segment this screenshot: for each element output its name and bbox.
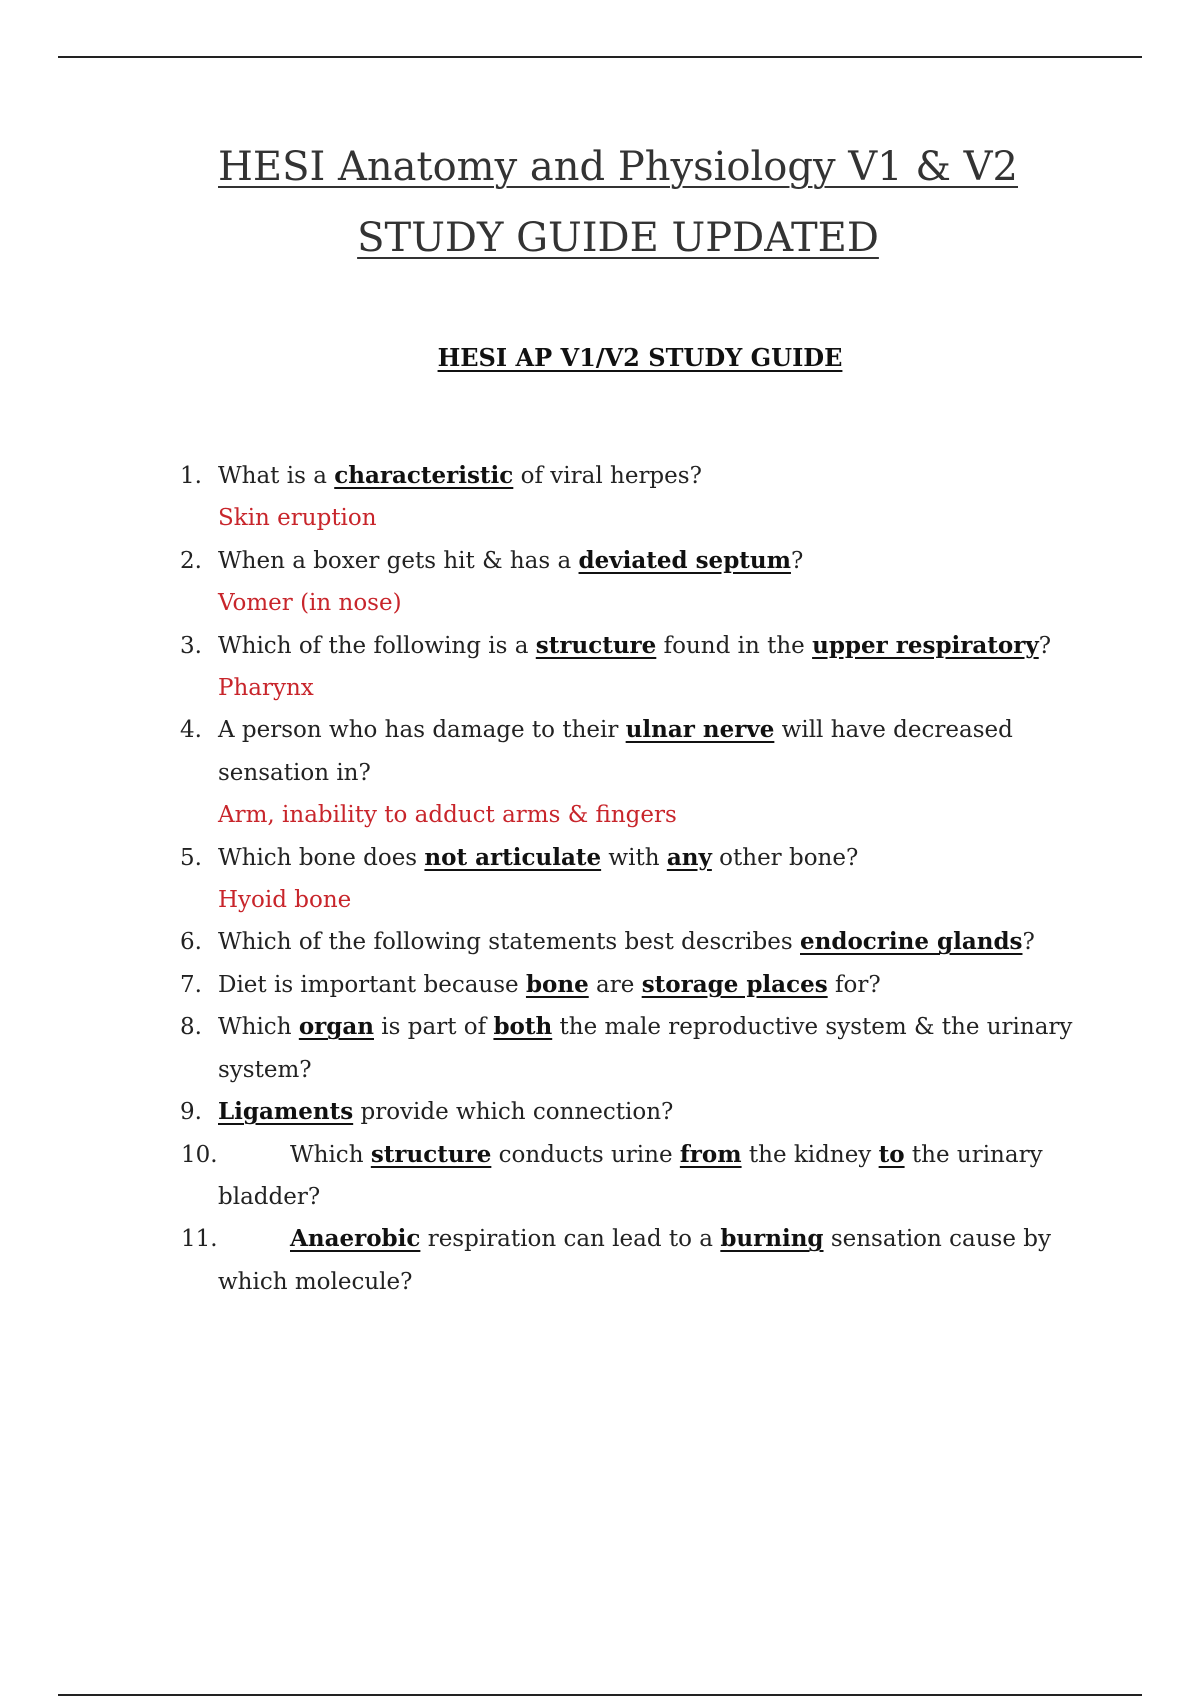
question-text: Which of the following is a	[218, 632, 536, 659]
keyword: deviated septum	[578, 546, 791, 574]
question-item	[0, 540, 1098, 582]
question-text: for?	[827, 971, 881, 998]
keyword: storage places	[641, 970, 828, 998]
keyword: endocrine glands	[800, 928, 1023, 956]
answer-text: Arm, inability to adduct arms & fingers	[218, 802, 677, 829]
keyword: to	[878, 1140, 905, 1168]
question-number: 3.	[180, 632, 202, 659]
question-text: sensation cause by which molecule?	[218, 1226, 1051, 1295]
question-number: 11.	[181, 1226, 218, 1253]
keyword: organ	[298, 1013, 374, 1041]
question-text: Which	[290, 1141, 371, 1168]
question-list	[0, 455, 1200, 1303]
keyword: not articulate	[424, 843, 602, 871]
question-text: ?	[790, 547, 804, 574]
question-item	[0, 625, 1098, 667]
question-text: When a boxer gets hit & has a	[218, 547, 579, 574]
question-number: 8.	[180, 1014, 202, 1041]
question-text: other bone?	[711, 844, 859, 871]
keyword: upper respiratory	[812, 631, 1039, 659]
question-text: of viral herpes?	[513, 463, 702, 489]
question-text: the urinary bladder?	[218, 1141, 1043, 1210]
question-item	[0, 709, 1098, 794]
answer-text: Hyoid bone	[218, 887, 352, 914]
header-rule	[58, 56, 1142, 58]
question-item	[0, 1134, 1098, 1219]
question-item	[0, 837, 1098, 879]
keyword: both	[493, 1013, 553, 1041]
document-subtitle	[0, 343, 1200, 372]
keyword: from	[679, 1140, 742, 1168]
subtitle-text: HESI AP V1/V2 STUDY GUIDE	[437, 343, 843, 372]
keyword: any	[666, 843, 712, 871]
answer-text: Pharynx	[218, 675, 314, 702]
question-text: are	[588, 971, 642, 998]
question-text: is part of	[374, 1014, 494, 1041]
question-number: 9.	[180, 1099, 202, 1126]
question-text: provide which connection?	[353, 1099, 674, 1126]
question-number: 2.	[180, 547, 202, 574]
question-text: the male reproductive system & the urinary system?	[218, 1014, 1073, 1083]
title-line-1: HESI Anatomy and Physiology V1 & V2	[218, 144, 1018, 190]
question-item	[0, 455, 1098, 497]
question-number: 1.	[180, 463, 202, 489]
question-text: will have decreased sensation in?	[218, 717, 1013, 786]
question-text: conducts urine	[491, 1141, 680, 1168]
keyword: burning	[720, 1225, 824, 1253]
keyword: Anaerobic	[290, 1225, 421, 1253]
question-item	[0, 1218, 1098, 1303]
answer-text: Skin eruption	[218, 505, 377, 532]
question-text: A person who has damage to their	[218, 717, 626, 744]
question-text: respiration can lead to a	[420, 1226, 721, 1253]
footer-rule	[58, 1694, 1142, 1696]
question-item	[0, 921, 1098, 963]
question-item	[0, 964, 1098, 1006]
question-text: What is a	[218, 463, 335, 489]
question-text: Diet is important because	[218, 971, 526, 998]
question-text: the kidney	[741, 1141, 879, 1168]
title-line-2: STUDY GUIDE UPDATED	[357, 215, 879, 261]
question-item	[0, 1091, 1098, 1133]
question-text: ?	[1038, 632, 1052, 659]
document-title	[0, 132, 1200, 274]
question-text: ?	[1022, 929, 1035, 956]
keyword: ulnar nerve	[625, 716, 775, 744]
question-text: found in the	[656, 632, 813, 659]
question-number: 10.	[181, 1141, 218, 1168]
question-number: 4.	[180, 717, 202, 744]
question-number: 7.	[180, 971, 202, 998]
keyword: characteristic	[334, 462, 514, 489]
keyword: Ligaments	[218, 1098, 354, 1126]
keyword: structure	[370, 1140, 492, 1168]
keyword: structure	[535, 631, 657, 659]
keyword: bone	[525, 970, 589, 998]
question-item	[0, 1006, 1098, 1091]
question-text: Which	[218, 1014, 299, 1041]
question-text: Which bone does	[218, 844, 425, 871]
question-text: with	[601, 844, 667, 871]
answer-text: Vomer (in nose)	[218, 590, 402, 617]
question-text: Which of the following statements best describes	[218, 929, 800, 956]
question-number: 6.	[180, 929, 202, 956]
question-number: 5.	[180, 844, 202, 871]
